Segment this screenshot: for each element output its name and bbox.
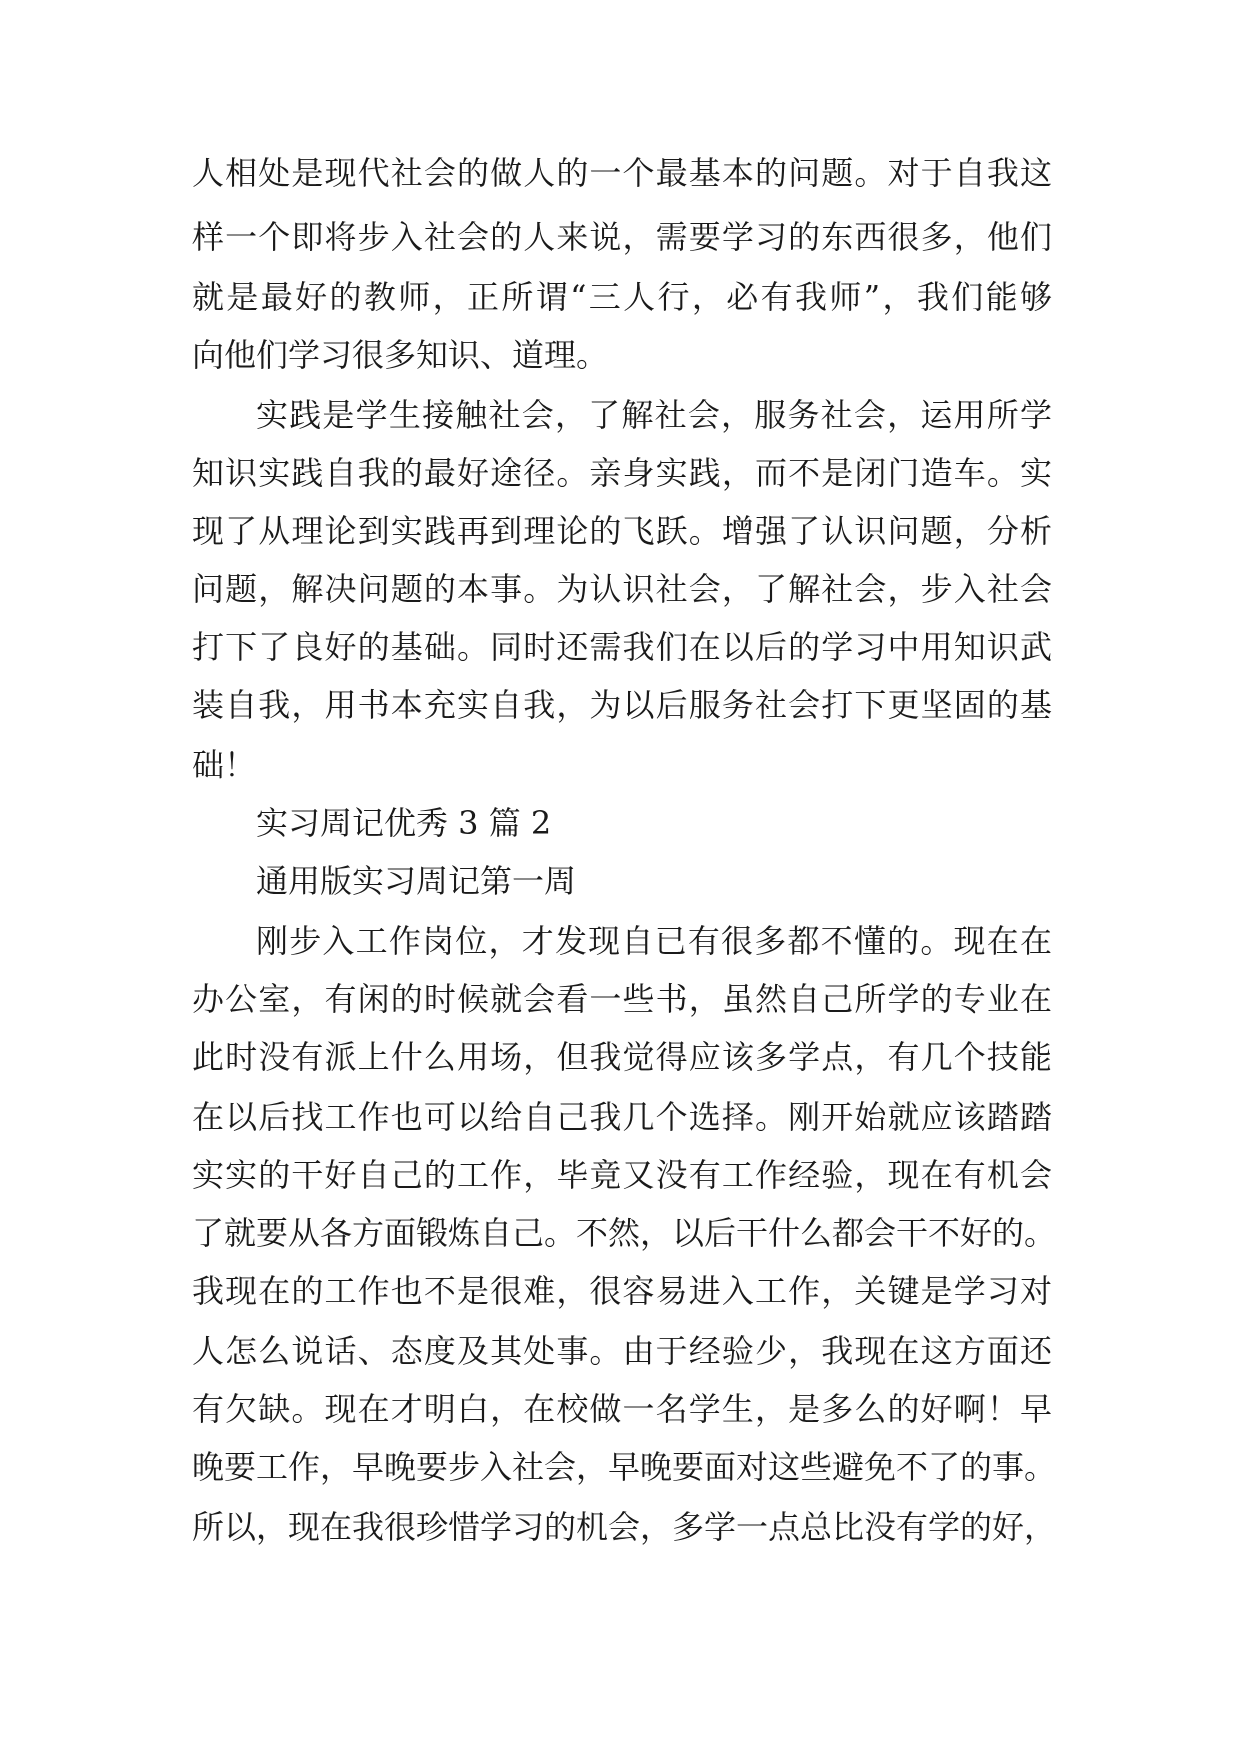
text-line: 装自我，用书本充实自我，为以后服务社会打下更坚固的基 — [192, 686, 1052, 724]
text-line: 我现在的工作也不是很难，很容易进入工作，关键是学习对 — [192, 1272, 1052, 1310]
text-line: 样一个即将步入社会的人来说，需要学习的东西很多，他们 — [192, 218, 1052, 256]
paragraph-first-line: 实践是学生接触社会，了解社会，服务社会，运用所学 — [256, 396, 1052, 434]
text-line: 就是最好的教师，正所谓“三人行，必有我师”，我们能够 — [192, 278, 1052, 316]
paragraph-first-line: 刚步入工作岗位，才发现自已有很多都不懂的。现在在 — [256, 922, 1052, 960]
section-heading: 实习周记优秀 3 篇 2 — [256, 804, 552, 842]
text-line: 知识实践自我的最好途径。亲身实践，而不是闭门造车。实 — [192, 454, 1052, 492]
text-line: 晚要工作，早晚要步入社会，早晚要面对这些避免不了的事。 — [192, 1448, 1057, 1486]
text-line: 了就要从各方面锻炼自己。不然，以后干什么都会干不好的。 — [192, 1214, 1057, 1252]
section-subheading: 通用版实习周记第一周 — [256, 862, 577, 900]
text-line: 有欠缺。现在才明白，在校做一名学生，是多么的好啊！早 — [192, 1390, 1052, 1428]
text-line: 在以后找工作也可以给自己我几个选择。刚开始就应该踏踏 — [192, 1098, 1052, 1136]
text-line: 办公室，有闲的时候就会看一些书，虽然自己所学的专业在 — [192, 980, 1052, 1018]
text-line: 向他们学习很多知识、道理。 — [192, 336, 609, 374]
text-line: 人相处是现代社会的做人的一个最基本的问题。对于自我这 — [192, 154, 1052, 192]
text-line: 打下了良好的基础。同时还需我们在以后的学习中用知识武 — [192, 628, 1052, 666]
text-line: 此时没有派上什么用场，但我觉得应该多学点，有几个技能 — [192, 1038, 1052, 1076]
text-line: 现了从理论到实践再到理论的飞跃。增强了认识问题，分析 — [192, 512, 1052, 550]
text-line: 人怎么说话、态度及其处事。由于经验少，我现在这方面还 — [192, 1332, 1052, 1370]
text-line: 所以，现在我很珍惜学习的机会，多学一点总比没有学的好， — [192, 1508, 1057, 1546]
text-line: 础！ — [192, 746, 257, 784]
text-line: 问题，解决问题的本事。为认识社会，了解社会，步入社会 — [192, 570, 1052, 608]
text-line: 实实的干好自己的工作，毕竟又没有工作经验，现在有机会 — [192, 1156, 1052, 1194]
